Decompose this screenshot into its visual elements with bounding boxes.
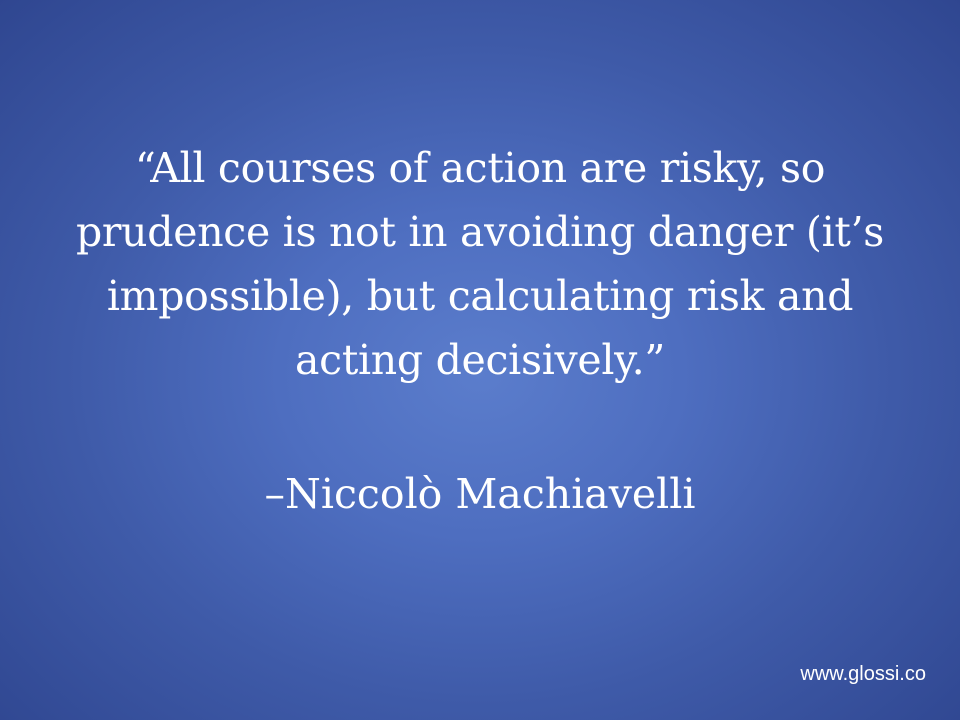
quote-line: impossible), but calculating risk and	[106, 272, 854, 320]
quote-text	[30, 136, 930, 392]
quote-line: acting decisively.”	[295, 336, 665, 384]
quote-line: prudence is not in avoiding danger (it’s	[75, 208, 885, 256]
quote-line: “All courses of action are risky, so	[134, 144, 826, 192]
quote-attribution: –Niccolò Machiavelli	[264, 470, 696, 518]
website-url: www.glossi.co	[800, 663, 926, 685]
